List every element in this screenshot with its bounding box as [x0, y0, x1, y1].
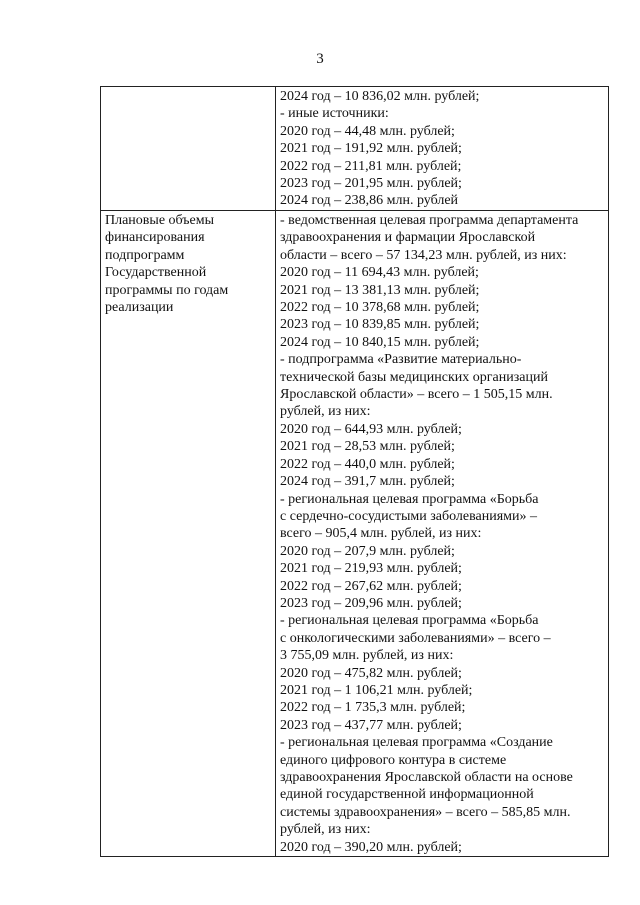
text-line: 2023 год – 10 839,85 млн. рублей; [280, 317, 480, 333]
text-line: системы здравоохранения» – всего – 585,85 млн. [280, 804, 571, 820]
text-line: - региональная целевая программа «Борьба [280, 491, 539, 507]
text-line: 2022 год – 267,62 млн. рублей; [280, 578, 462, 594]
text-line: 2022 год – 440,0 млн. рублей; [280, 456, 455, 472]
text-line: - ведомственная целевая программа департамента [280, 213, 579, 228]
text-line: - региональная целевая программа «Создание [280, 735, 553, 751]
row1-value-cell [276, 87, 609, 211]
table-row [101, 87, 609, 211]
text-line: 2023 год – 209,96 млн. рублей; [280, 595, 462, 611]
text-line: 2020 год – 44,48 млн. рублей; [280, 123, 455, 139]
label-line: подпрограмм [105, 247, 185, 263]
label-line: финансирования [105, 230, 205, 246]
text-line: 2021 год – 28,53 млн. рублей; [280, 439, 455, 455]
text-line: 2020 год – 207,9 млн. рублей; [280, 543, 455, 559]
text-line: - подпрограмма «Развитие материально- [280, 352, 522, 368]
text-line: 2024 год – 10 836,02 млн. рублей; [280, 89, 480, 104]
text-line: 2024 год – 10 840,15 млн. рублей; [280, 334, 480, 350]
text-line: 2021 год – 219,93 млн. рублей; [280, 561, 462, 577]
table-row [101, 211, 609, 857]
label-line: реализации [105, 300, 174, 316]
text-line: - иные источники: [280, 106, 389, 122]
text-line: 2021 год – 191,92 млн. рублей; [280, 141, 462, 157]
text-line: 2023 год – 437,77 млн. рублей; [280, 717, 462, 733]
text-line: 2022 год – 10 378,68 млн. рублей; [280, 300, 480, 316]
funding-table [100, 86, 609, 857]
text-line: 2020 год – 475,82 млн. рублей; [280, 665, 462, 681]
text-line: с сердечно-сосудистыми заболеваниями» – [280, 508, 538, 524]
text-line: 2020 год – 390,20 млн. рублей; [280, 839, 462, 855]
row2-label-cell [101, 211, 276, 857]
text-line: здравоохранения и фармации Ярославской [280, 230, 536, 246]
text-line: рублей, из них: [280, 404, 371, 420]
text-line: области – всего – 57 134,23 млн. рублей, из них: [280, 247, 567, 263]
text-line: - региональная целевая программа «Борьба [280, 613, 539, 629]
text-line: единого цифрового контура в системе [280, 752, 507, 768]
text-line: 2022 год – 211,81 млн. рублей; [280, 158, 462, 174]
text-line: 2023 год – 201,95 млн. рублей; [280, 176, 462, 192]
text-line: 2021 год – 1 106,21 млн. рублей; [280, 682, 473, 698]
text-line: 2022 год – 1 735,3 млн. рублей; [280, 700, 466, 716]
row1-label-cell [101, 87, 276, 211]
text-line: с онкологическими заболеваниями» – всего – [280, 630, 551, 646]
text-line: Ярославской области» – всего – 1 505,15 млн. [280, 387, 553, 403]
text-line: технической базы медицинских организаций [280, 369, 548, 385]
label-line: Государственной [105, 265, 207, 281]
text-line: здравоохранения Ярославской области на основе [280, 770, 573, 785]
label-line: программы по годам [105, 282, 229, 298]
text-line: единой государственной информационной [280, 787, 534, 803]
text-line: 2024 год – 391,7 млн. рублей; [280, 474, 455, 490]
text-line: 2024 год – 238,86 млн. рублей [280, 193, 459, 209]
text-line: всего – 905,4 млн. рублей, из них: [280, 526, 482, 542]
label-line: Плановые объемы [105, 213, 215, 228]
text-line: рублей, из них: [280, 822, 371, 838]
page-number: 3 [316, 51, 324, 67]
text-line: 2021 год – 13 381,13 млн. рублей; [280, 282, 480, 298]
text-line: 2020 год – 11 694,43 млн. рублей; [280, 265, 479, 281]
text-line: 2020 год – 644,93 млн. рублей; [280, 421, 462, 437]
row2-value-cell [276, 211, 609, 857]
text-line: 3 755,09 млн. рублей, из них: [280, 648, 454, 664]
